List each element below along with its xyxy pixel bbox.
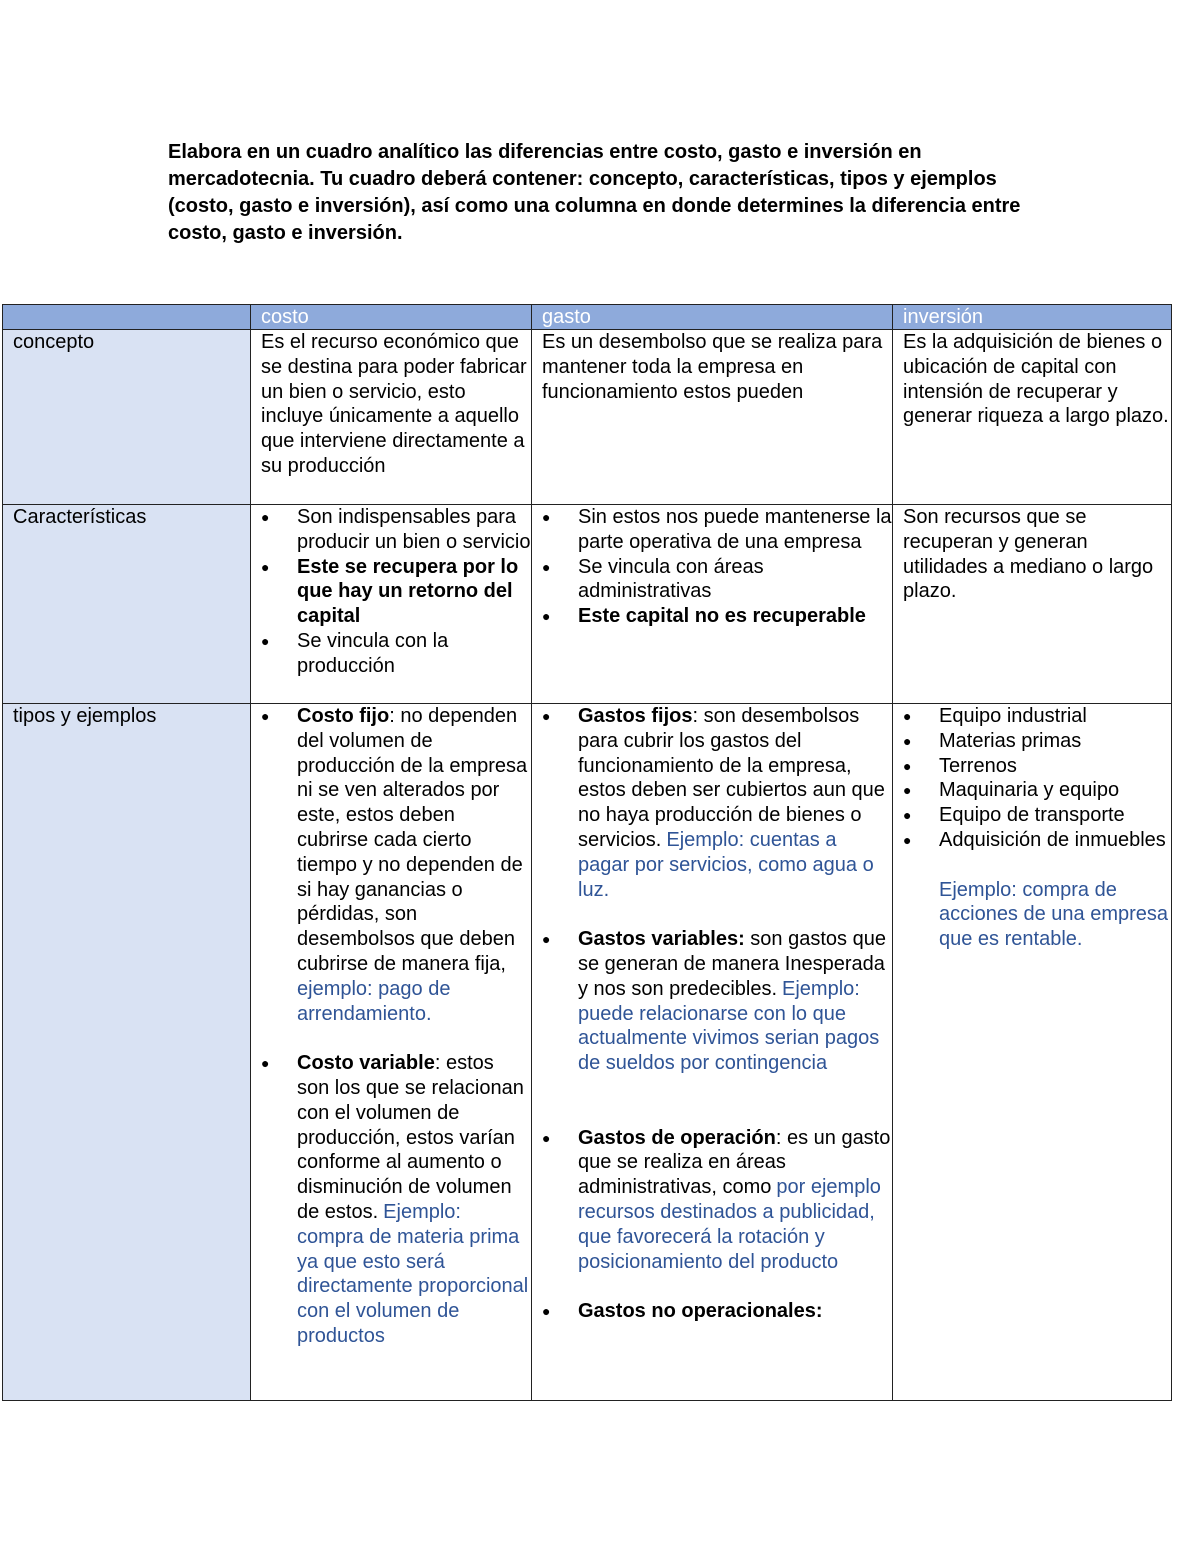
concepto-inversion-cell: Es la adquisición de bienes o ubicación de capital con intensión de recuperar y generar riqueza a largo plazo. (893, 330, 1172, 505)
concepto-gasto-cell: Es un desembolso que se realiza para mantener toda la empresa en funcionamiento estos pueden (532, 330, 893, 505)
item-title: Gastos de operación (578, 1126, 776, 1149)
inversion-example: Ejemplo: compra de acciones de una empresa que es rentable. (939, 878, 1169, 951)
list-item: ● Maquinaria y equipo (903, 778, 1171, 803)
caracteristicas-costo-cell (251, 505, 532, 704)
caracteristicas-gasto-cell (532, 505, 893, 704)
header-empty (3, 305, 251, 330)
tipos-costo-cell (251, 704, 532, 1401)
instructions-paragraph: Elabora en un cuadro analítico las diferencias entre costo, gasto e inversión en mercadotecnia. Tu cuadro deberá contener: concepto, características, tipos y ejemplos (costo, gasto e inversión), así como una columna en donde determines la diferencia entre costo, gasto e inversión. (168, 141, 1021, 244)
tipos-costo-list (261, 704, 531, 1349)
item-title: Costo variable (297, 1052, 435, 1075)
list-item (542, 1126, 892, 1275)
row-label-tipos: tipos y ejemplos (3, 704, 251, 1401)
list-item: ● Terrenos (903, 754, 1171, 779)
caracteristicas-inversion-cell: Son recursos que se recuperan y generan utilidades a mediano o largo plazo. (893, 505, 1172, 704)
item-text: : es un gasto que se realiza en áreas administrativas, como (578, 1126, 891, 1199)
table-row-caracteristicas (3, 505, 1172, 704)
item-title: Costo fijo (297, 705, 390, 727)
list-item: ● Equipo de transporte (903, 803, 1171, 828)
row-label-concepto: concepto (3, 330, 251, 505)
tipos-inversion-cell (893, 704, 1172, 1401)
item-example: Ejemplo: puede relacionarse con lo que actualmente vivimos serian pagos de sueldos por contingencia (578, 977, 880, 1075)
list-item: ● Este capital no es recuperable (542, 604, 892, 629)
caracteristicas-costo-list (261, 505, 531, 679)
tipos-gasto-cell (532, 704, 893, 1401)
item-text: : no dependen del volumen de producción de la empresa ni se ven alterados por este, estos deben cubrirse cada cierto tiempo y no dependen de si hay ganancias o pérdidas, son desembolsos que deben cubrirse de manera fija, (297, 705, 528, 975)
list-item: ● Se vincula con áreas administrativas (542, 555, 892, 605)
item-text: son gastos que se generan de manera Inesperada y nos son predecibles. (578, 928, 886, 1000)
caracteristicas-gasto-list (542, 505, 892, 629)
list-item (261, 704, 531, 1026)
table-row-concepto (3, 330, 1172, 505)
row-label-caracteristicas: Características (3, 505, 251, 704)
item-example: Ejemplo: compra de materia prima ya que esto será directamente proporcional con el volumen de productos (297, 1200, 529, 1347)
item-example: ejemplo: pago de arrendamiento. (297, 977, 451, 1025)
list-item: ● Equipo industrial (903, 704, 1171, 729)
list-item: ● Son indispensables para producir un bien o servicio (261, 505, 531, 555)
list-item: ● Sin estos nos puede mantenerse la parte operativa de una empresa (542, 505, 892, 555)
table-header-row (3, 305, 1172, 330)
analytic-table (2, 304, 1172, 1401)
list-item (542, 927, 892, 1076)
list-item: ● Este se recupera por lo que hay un retorno del capital (261, 555, 531, 629)
item-example: por ejemplo recursos destinados a publicidad, que favorecerá la rotación y posicionamiento del producto (578, 1176, 881, 1273)
header-costo: costo (251, 305, 532, 330)
table-row-tipos (3, 704, 1172, 1401)
header-inversion: inversión (893, 305, 1172, 330)
list-item (542, 1299, 892, 1324)
list-item (542, 704, 892, 902)
item-text: : son desembolsos para cubrir los gastos del funcionamiento de la empresa, estos deben ser cubiertos aun que no haya producción de bienes o servicios. (578, 705, 885, 851)
item-title: Gastos no operacionales: (578, 1300, 823, 1323)
list-item (261, 1051, 531, 1349)
tipos-gasto-list (542, 704, 892, 1324)
list-item: ● Materias primas (903, 729, 1171, 754)
header-gasto: gasto (532, 305, 893, 330)
concepto-costo-cell: Es el recurso económico que se destina para poder fabricar un bien o servicio, esto incluye únicamente a aquello que interviene directamente a su producción (251, 330, 532, 505)
item-title: Gastos variables: (578, 928, 745, 951)
tipos-inversion-list (903, 704, 1171, 853)
item-title: Gastos fijos (578, 705, 693, 727)
item-text: : estos son los que se relacionan con el volumen de producción, estos varían conforme al aumento o disminución de volumen de estos. (297, 1052, 524, 1223)
list-item: ● Se vincula con la producción (261, 629, 531, 679)
list-item: ● Adquisición de inmuebles (903, 828, 1171, 853)
item-example: Ejemplo: cuentas a pagar por servicios, como agua o luz. (578, 828, 874, 901)
